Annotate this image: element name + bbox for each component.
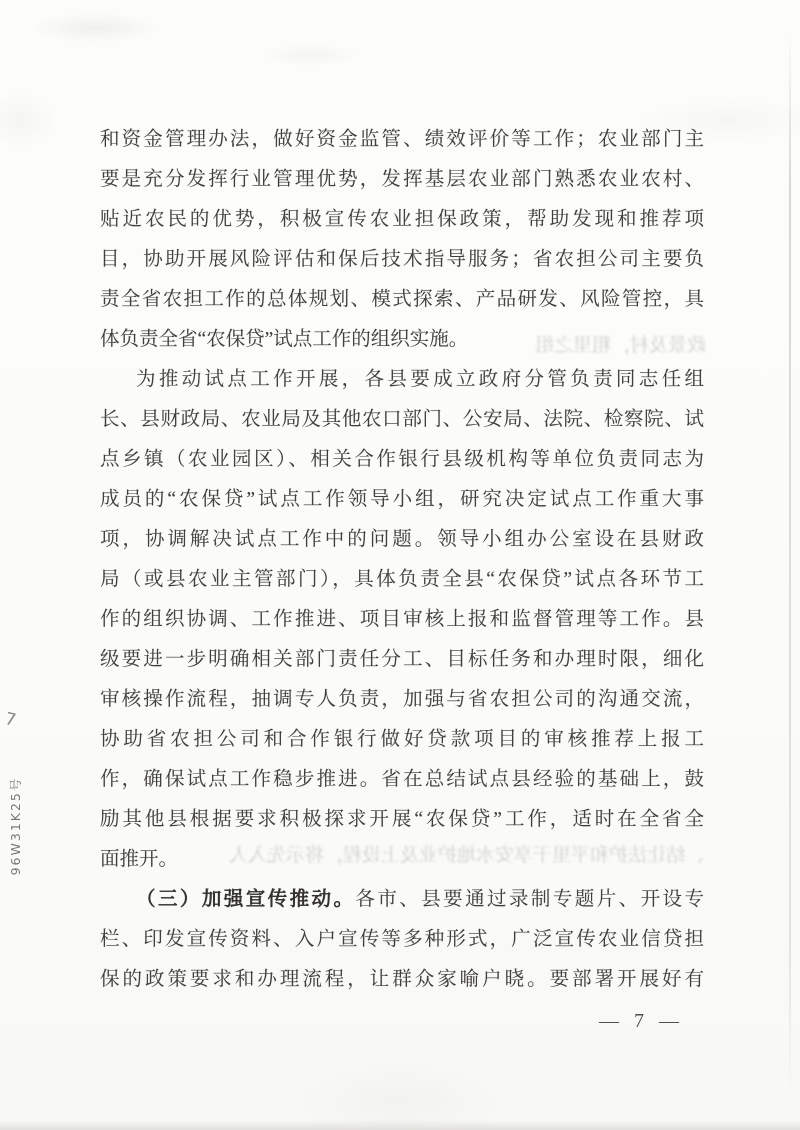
- text-line: 责全省农担工作的总体规划、模式探索、产品研发、风险管控，具: [100, 289, 704, 310]
- bleed-through-artifact: 政景及村，粗里之组: [534, 335, 706, 356]
- text-line: 作的组织协调、工作推进、项目审核上报和监督管理等工作。县: [100, 609, 704, 630]
- text-line: 体负责全省“农保贷”试点工作的组织实施。: [100, 329, 469, 350]
- text-line: 协助省农担公司和合作银行做好贷款项目的审核推荐上报工: [100, 729, 704, 750]
- text-line: （三）加强宣传推动。各市、县要通过录制专题片、开设专: [136, 889, 704, 910]
- margin-handwritten-mark: 7: [3, 709, 18, 731]
- text-line: 励其他县根据要求积极探求开展“农保贷”工作，适时在全省全: [100, 809, 704, 830]
- text-line: 局（或县农业主管部门），具体负责全县“农保贷”试点各环节工: [100, 569, 704, 590]
- text-line: 保的政策要求和办理流程，让群众家喻户晓。要部署开展好有: [100, 969, 704, 990]
- text-line: 贴近农民的优势，积极宣传农业担保政策，帮助发现和推荐项: [100, 209, 704, 230]
- text-line: 目，协助开展风险评估和保后技术指导服务；省农担公司主要负: [100, 249, 704, 270]
- page-number: — 7 —: [599, 1010, 684, 1032]
- text-line: 要是充分发挥行业管理优势，发挥基层农业部门熟悉农业农村、: [100, 169, 704, 190]
- text-line: 级要进一步明确相关部门责任分工、目标任务和办理时限，细化: [100, 649, 704, 670]
- text-line: 审核操作流程，抽调专人负责，加强与省农担公司的沟通交流，: [100, 689, 704, 710]
- text-line: 长、县财政局、农业局及其他农口部门、公安局、法院、检察院、试: [100, 409, 704, 430]
- text-line: 为推动试点工作开展，各县要成立政府分管负责同志任组: [136, 369, 704, 390]
- text-line: 栏、印发宣传资料、入户宣传等多种形式，广泛宣传农业信贷担: [100, 929, 704, 950]
- section-heading-inline: （三）加强宣传推动。: [136, 889, 356, 910]
- text-line: 点乡镇（农业园区）、相关合作银行县级机构等单位负责同志为: [100, 449, 704, 470]
- text-line: 成员的“农保贷”试点工作领导小组，研究决定试点工作重大事: [100, 489, 704, 510]
- text-line: 项，协调解决试点工作中的问题。领导小组办公室设在县财政: [100, 529, 704, 550]
- text-line: 作，确保试点工作稳步推进。省在总结试点县经验的基础上，鼓: [100, 769, 704, 790]
- text-line: 面推开。: [100, 849, 179, 870]
- page-right-edge-shadow: [789, 30, 791, 1100]
- bleed-through-artifact: 、结让法护和平里干享安水地护业及上设程，将示先入人: [228, 845, 704, 866]
- page-bottom-edge-shadow: [0, 1120, 800, 1130]
- text-line: 和资金管理办法，做好资金监管、绩效评价等工作；农业部门主: [100, 129, 704, 150]
- margin-stamp-annotation: 96W31K25号: [8, 776, 23, 876]
